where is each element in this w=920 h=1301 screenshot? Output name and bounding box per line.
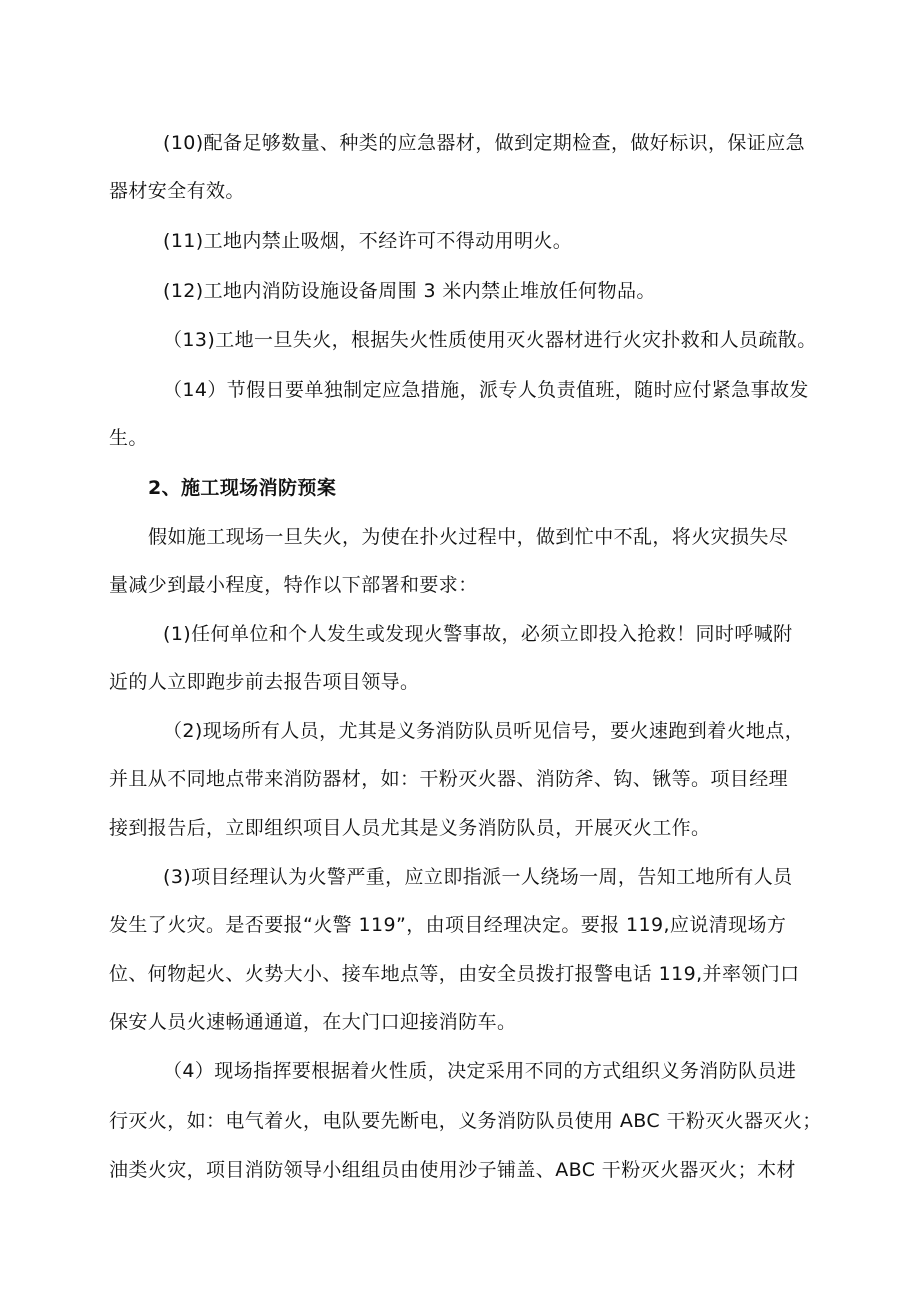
text-line: (3)项目经理认为火警严重，应立即指派一人绕场一周，告知工地所有人员 (163, 866, 793, 888)
text-line: (10)配备足够数量、种类的应急器材，做到定期检查，做好标识，保证应急 (163, 132, 806, 154)
text-line: 行灭火，如：电气着火，电队要先断电，义务消防队员使用 ABC 干粉灭火器灭火； (109, 1110, 822, 1132)
section-heading: 2、施工现场消防预案 (148, 477, 337, 499)
text-line: (12)工地内消防设施设备周围 3 米内禁止堆放任何物品。 (163, 280, 656, 302)
text-line: （13)工地一旦失火，根据失火性质使用灭火器材进行火灾扑救和人员疏散。 (163, 329, 817, 351)
text-line: 假如施工现场一旦失火，为使在扑火过程中，做到忙中不乱，将火灾损失尽 (148, 526, 789, 548)
text-line: 位、何物起火、火势大小、接车地点等，由安全员拨打报警电话 119,并率领门口 (109, 963, 800, 985)
text-line: （4）现场指挥要根据着火性质，决定采用不同的方式组织义务消防队员进 (163, 1060, 797, 1082)
text-line: （2)现场所有人员，尤其是义务消防队员听见信号，要火速跑到着火地点， (163, 720, 805, 742)
text-line: (11)工地内禁止吸烟，不经许可不得动用明火。 (163, 230, 573, 252)
text-line: 生。 (109, 427, 148, 449)
text-line: 发生了火灾。是否要报“火警 119”，由项目经理决定。要报 119,应说清现场方 (109, 914, 787, 936)
text-line: 保安人员火速畅通通道，在大门口迎接消防车。 (109, 1011, 517, 1033)
text-line: 油类火灾，项目消防领导小组组员由使用沙子铺盖、ABC 干粉灭火器灭火；木材 (109, 1159, 796, 1181)
text-line: 器材安全有效。 (109, 180, 245, 202)
text-line: 近的人立即跑步前去报告项目领导。 (109, 671, 420, 693)
text-line: 量减少到最小程度，特作以下部署和要求： (109, 574, 478, 596)
text-line: 并且从不同地点带来消防器材，如：干粉灭火器、消防斧、钩、锹等。项目经理 (109, 768, 789, 790)
text-line: 接到报告后，立即组织项目人员尤其是义务消防队员，开展灭火工作。 (109, 817, 711, 839)
text-line: (1)任何单位和个人发生或发现火警事故，必须立即投入抢救！同时呼喊附 (163, 623, 793, 645)
text-line: （14）节假日要单独制定应急措施，派专人负责值班，随时应付紧急事故发 (163, 379, 809, 401)
